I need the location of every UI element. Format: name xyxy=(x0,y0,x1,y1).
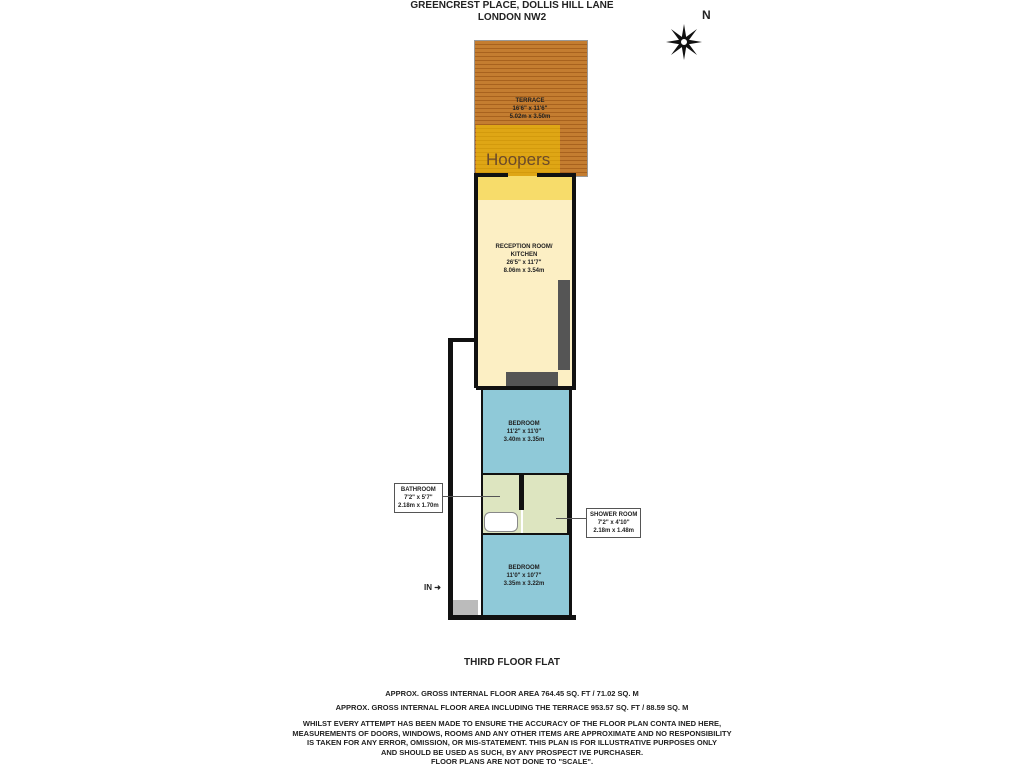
room-metric: 8.06m x 3.54m xyxy=(503,268,545,274)
room-name: BEDROOM xyxy=(508,565,540,571)
bathroom-label xyxy=(394,483,443,513)
wall xyxy=(448,615,576,620)
room-name: BEDROOM xyxy=(508,421,540,427)
room-metric: 2.18m x 1.48m xyxy=(593,528,635,534)
reception-label xyxy=(474,243,574,275)
room-metric: 2.18m x 1.70m xyxy=(398,503,439,509)
arrow-right-icon: ➜ xyxy=(434,583,441,592)
wall xyxy=(474,173,508,177)
entry-label xyxy=(424,583,441,592)
area-line-1: APPROX. GROSS INTERNAL FLOOR AREA 764.45 SQ. FT / 71.02 SQ. M xyxy=(385,689,639,698)
wall xyxy=(448,338,453,618)
room-name: RECEPTION ROOM/ xyxy=(495,244,553,250)
wall xyxy=(519,475,524,510)
leader-line xyxy=(556,518,586,519)
kitchen-worktop xyxy=(558,280,570,370)
room-metric: 3.40m x 3.35m xyxy=(503,437,545,443)
kitchen-units xyxy=(506,372,558,386)
overlay-strip xyxy=(478,176,572,200)
bedroom2-label xyxy=(481,564,567,588)
disclaimer-line: IS TAKEN FOR ANY ERROR, OMISSION, OR MIS-STATEMENT. THIS PLAN IS FOR ILLUSTRATIVE PURPOSES ONLY xyxy=(306,738,718,747)
terrace-label xyxy=(474,97,586,121)
shower-room-label xyxy=(586,508,641,538)
leader-line xyxy=(442,496,500,497)
area-line-2: APPROX. GROSS INTERNAL FLOOR AREA INCLUDING THE TERRACE 953.57 SQ. FT / 88.59 SQ. M xyxy=(335,703,689,712)
floor-title: THIRD FLOOR FLAT xyxy=(464,657,560,668)
room-imperial: 11'2" x 11'0" xyxy=(506,429,542,435)
wall xyxy=(474,173,478,388)
room-imperial: 16'6" x 11'6" xyxy=(512,106,548,112)
hoopers-logo: Hoopers xyxy=(486,150,551,169)
disclaimer-line: AND SHOULD BE USED AS SUCH, BY ANY PROSPECT IVE PURCHASER. xyxy=(380,747,644,757)
wall xyxy=(572,173,576,388)
room-imperial: 7'2" x 4'10" xyxy=(597,520,630,526)
room-name: KITCHEN xyxy=(510,252,538,258)
in-text: IN xyxy=(424,583,432,592)
room-imperial: 26'5" x 11'7" xyxy=(506,260,542,266)
room-metric: 5.02m x 3.50m xyxy=(509,114,551,120)
bathtub xyxy=(484,512,518,532)
disclaimer-line: WHILST EVERY ATTEMPT HAS BEEN MADE TO ENSURE THE ACCURACY OF THE FLOOR PLAN CONTA INED HERE, xyxy=(302,719,722,728)
room-imperial: 7'2" x 5'7" xyxy=(404,495,433,501)
north-label: N xyxy=(702,8,711,22)
room-imperial: 11'0" x 10'7" xyxy=(506,573,542,579)
room-name: SHOWER ROOM xyxy=(590,512,638,518)
compass-icon xyxy=(660,18,720,68)
room-name: TERRACE xyxy=(515,98,545,104)
bedroom1-label xyxy=(481,420,567,444)
title-line2: LONDON NW2 xyxy=(477,12,547,23)
room-metric: 3.35m x 3.22m xyxy=(503,581,545,587)
disclaimer-line: FLOOR PLANS ARE NOT DONE TO "SCALE". xyxy=(430,757,594,766)
title-line1: GREENCREST PLACE, DOLLIS HILL LANE xyxy=(410,0,614,11)
room-name: BATHROOM xyxy=(400,487,436,493)
shower-room xyxy=(523,475,567,533)
entry-mat xyxy=(453,600,478,615)
disclaimer xyxy=(212,719,812,767)
wall xyxy=(537,173,576,177)
disclaimer-line: MEASUREMENTS OF DOORS, WINDOWS, ROOMS AND ANY OTHER ITEMS ARE APPROXIMATE AND NO RESPONSIBILITY xyxy=(292,728,732,738)
